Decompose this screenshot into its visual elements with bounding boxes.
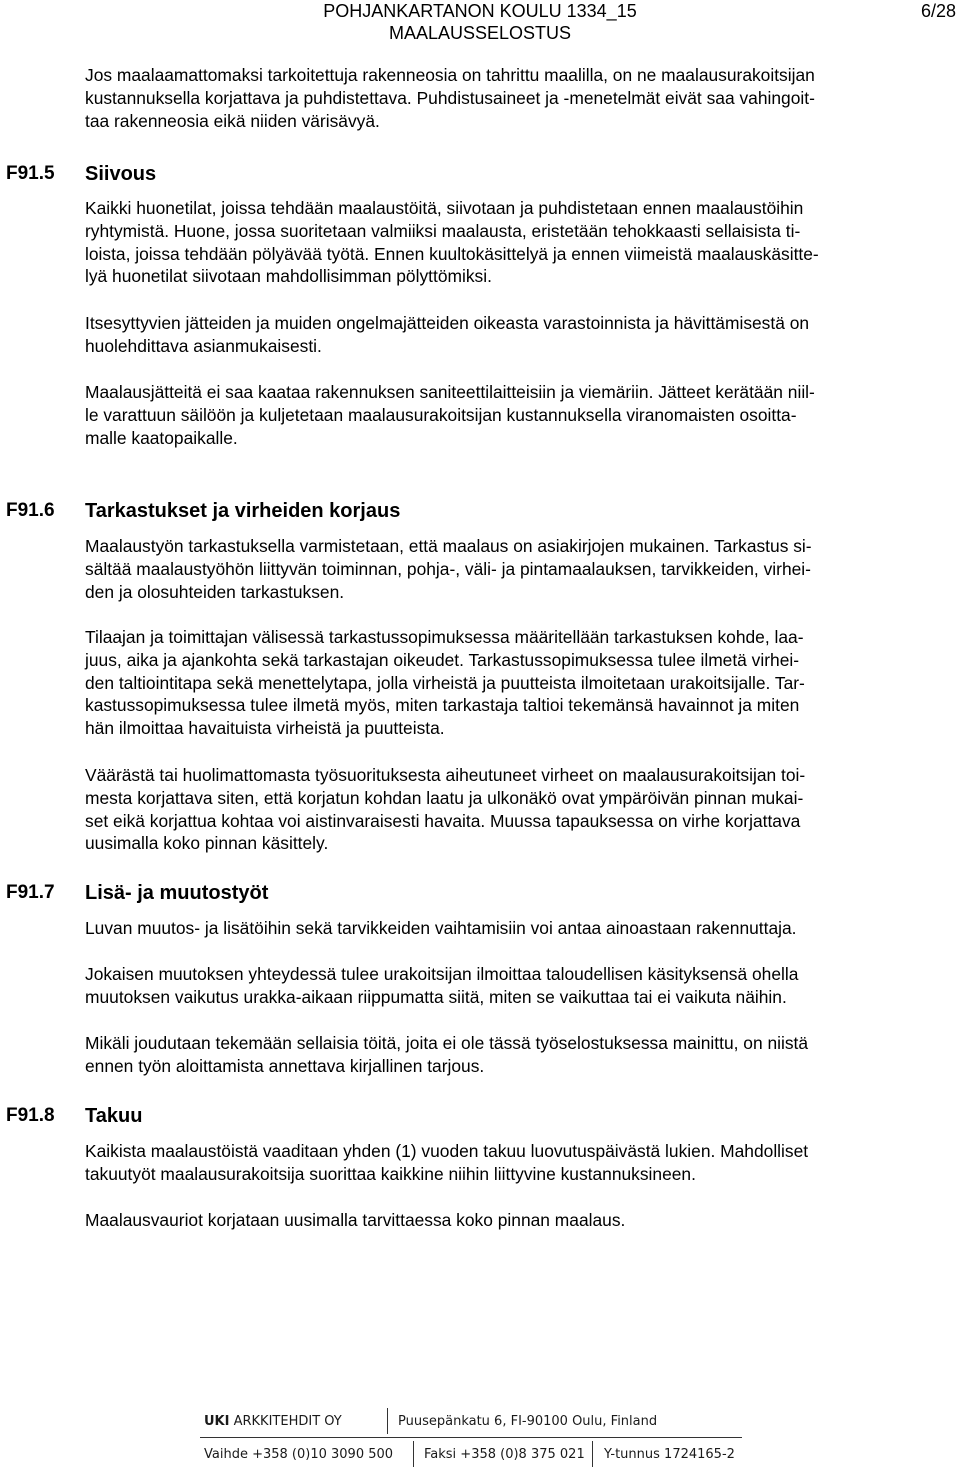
section-title: Siivous — [85, 163, 157, 185]
company-logo: UKI ARKKITEHDIT OY — [204, 1414, 342, 1429]
paragraph: Maalausjätteitä ei saa kaataa rakennuksen saniteettilaitteisiin ja viemäriin. Jätteet kerätään niil- le varattuun säilöön ja kuljetetaan maalausurakoitsijan kustannuksella viranomaisten osoitta- malle kaatopaikalle. — [85, 382, 815, 448]
footer-row-company — [200, 1404, 742, 1438]
paragraph: Mikäli joudutaan tekemään sellaisia töitä, joita ei ole tässä työselostuksessa mainittu, on niistä ennen työn aloittamista annettava kirjallinen tarjous. — [85, 1033, 809, 1076]
page-header — [0, 0, 960, 46]
section-number: F91.8 — [6, 1105, 55, 1126]
business-id: Y-tunnus 1724165-2 — [604, 1447, 735, 1462]
paragraph: Maalausvauriot korjataan uusimalla tarvittaessa koko pinnan maalaus. — [85, 1210, 626, 1230]
paragraph: Jokaisen muutoksen yhteydessä tulee urakoitsijan ilmoittaa taloudellisen käsityksensä ohella muutoksen vaikutus urakka-aikaan riippumatta siitä, miten se vaikuttaa tai ei vaikuta näihin. — [85, 964, 799, 1007]
section-number: F91.5 — [6, 163, 55, 184]
page-number: 6/28 — [920, 1, 956, 21]
paragraph: Väärästä tai huolimattomasta työsuorituksesta aiheutuneet virheet on maalausurakoitsijan toi- mesta korjattava siten, että korjatun kohdan laatu ja ulkonäkö ovat ympäröivän pinnan mukai- set eikä korjattua kohtaa voi aistinvaraisesti havaita. Muussa tapauksessa on virhe korjattava uusimalla koko pinnan käsittely. — [85, 765, 806, 854]
page-footer — [200, 1404, 742, 1470]
paragraph: Luvan muutos- ja lisätöihin sekä tarvikkeiden vaihtamisiin voi antaa ainoastaan rakennuttaja. — [85, 918, 797, 938]
section-number: F91.6 — [6, 500, 55, 521]
header-doc-title: MAALAUSSELOSTUS — [388, 23, 572, 43]
section-number: F91.7 — [6, 882, 55, 903]
intro-paragraph: Jos maalaamattomaksi tarkoitettuja rakenneosia on tahrittu maalilla, on ne maalausurakoitsijan kustannuksella korjattava ja puhdistettava. Puhdistusaineet ja -menetelmät eivät saa vahingoit- taa rakenneosia eikä niiden värisävyä. — [85, 65, 815, 131]
section-title: Takuu — [85, 1105, 143, 1127]
paragraph: Itsesyttyvien jätteiden ja muiden ongelmajätteiden oikeasta varastoinnista ja hävittämisestä on huolehdittava asianmukaisesti. — [85, 313, 810, 356]
header-school: POHJANKARTANON KOULU 1334_15 — [323, 1, 637, 21]
company-address: Puusepänkatu 6, FI-90100 Oulu, Finland — [398, 1414, 658, 1429]
paragraph: Kaikista maalaustöistä vaaditaan yhden (1) vuoden takuu luovutuspäivästä lukien. Mahdolliset takuutyöt maalausurakoitsija suorittaa kaikkine niihin liittyvine kustannuksineen. — [85, 1141, 809, 1184]
footer-row-contact — [200, 1437, 742, 1470]
paragraph: Kaikki huonetilat, joissa tehdään maalaustöitä, siivotaan ja puhdistetaan ennen maalaustöihin ryhtymistä. Huone, jossa suoritetaan valmiiksi maalausta, eristetään tehokkaasti sellaisista ti- loista, joissa tehdään pölyävää työtä. Ennen kuultokäsittelyä ja ennen viimeistä maalauskäsitte- lyä huonetilat siivotaan mahdollisimman pölyttömiksi. — [85, 198, 819, 287]
section-title: Tarkastukset ja virheiden korjaus — [85, 500, 401, 522]
phone-number: Vaihde +358 (0)10 3090 500 — [204, 1447, 394, 1462]
fax-number: Faksi +358 (0)8 375 021 — [424, 1447, 585, 1462]
paragraph: Tilaajan ja toimittajan välisessä tarkastussopimuksessa määritellään tarkastuksen kohde, laa- juus, aika ja ajankohta sekä tarkastajan oikeudet. Tarkastussopimuksessa tulee ilmetä virhei- den taltiointitapa sekä menettelytapa, jolla virheistä ja puutteista ilmoitetaan urakoitsijalle. Tar- kastussopimuksessa tulee ilmetä myös, miten tarkastaja taltioi tekemänsä havainnot ja miten hän ilmoittaa havaituista virheistä ja puutteista. — [85, 627, 805, 739]
section-title: Lisä- ja muutostyöt — [85, 882, 269, 904]
paragraph: Maalaustyön tarkastuksella varmistetaan, että maalaus on asiakirjojen mukainen. Tarkastus si- sältää maalaustyöhön liittyvän toiminnan, pohja-, väli- ja pintamaalauksen, tarvikkeiden, virhei- den ja olosuhteiden tarkastuksen. — [85, 536, 812, 602]
